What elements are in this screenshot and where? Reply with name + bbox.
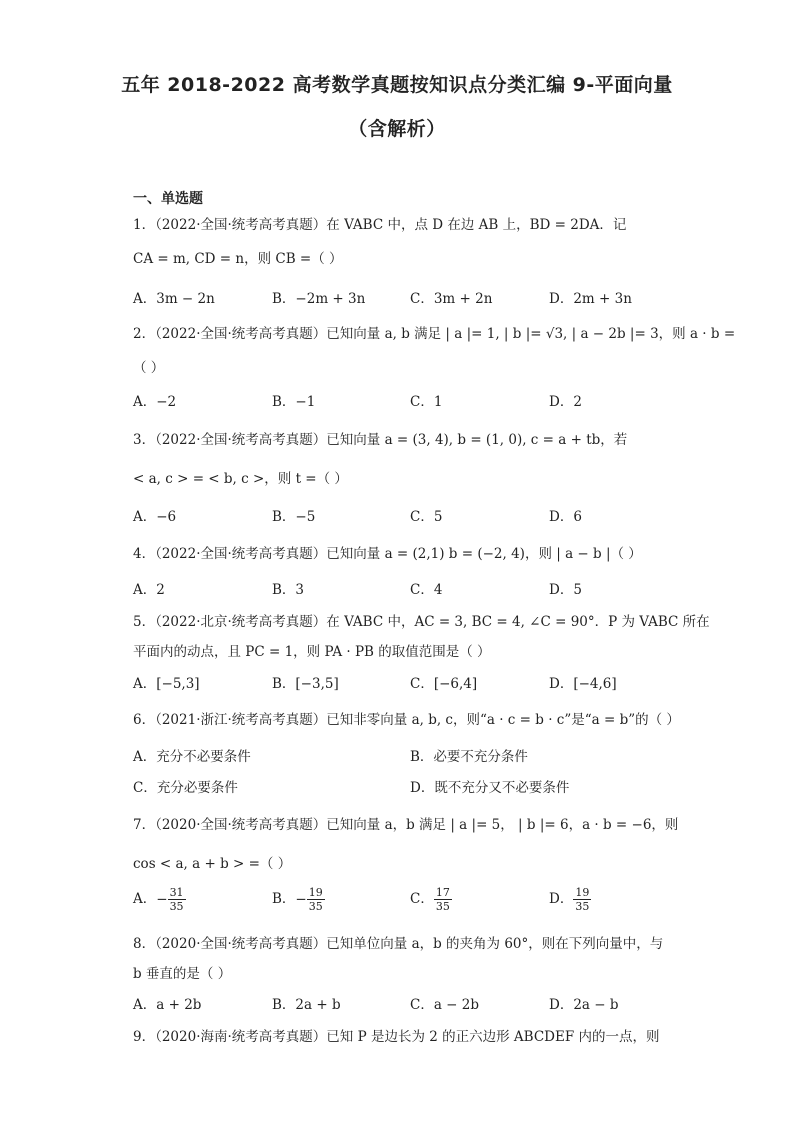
q2-option-d: D．2 <box>549 394 582 410</box>
question-1-line-1: 1．（2022·全国·统考高考真题）在 VABC 中，点 D 在边 AB 上，BD = 2DA．记 <box>133 217 627 233</box>
q4-option-b: B．3 <box>272 582 305 598</box>
question-7-line-2: cos < a, a + b > =（ ） <box>133 856 292 872</box>
q8-option-b: B．2a + b <box>272 997 341 1013</box>
q6-option-d: D．既不充分又不必要条件 <box>410 780 570 796</box>
question-8-line-2: b 垂直的是（ ） <box>133 966 232 982</box>
question-5-line-2: 平面内的动点，且 PC = 1，则 PA · PB 的取值范围是（ ） <box>133 644 491 660</box>
q5-option-a: A．[−5,3] <box>133 676 200 692</box>
question-9-line-1: 9．（2020·海南·统考高考真题）已知 P 是边长为 2 的正六边形 ABCDEF 内的一点，则 <box>133 1029 660 1045</box>
q7-option-b <box>272 886 325 913</box>
q1-option-a: A．3m − 2n <box>133 291 215 307</box>
q2-option-b: B．−1 <box>272 394 316 410</box>
document-subtitle: （含解析） <box>348 118 446 140</box>
q8-option-c: C．a − 2b <box>410 997 480 1013</box>
q2-option-a: A．−2 <box>133 394 177 410</box>
q7-option-a-numerator: 31 <box>169 886 184 899</box>
q3-option-d: D．6 <box>549 509 582 525</box>
q8-option-a: A．a + 2b <box>133 997 202 1013</box>
q7-option-c <box>410 886 452 913</box>
question-8-line-1: 8．（2020·全国·统考高考真题）已知单位向量 a，b 的夹角为 60°，则在下列向量中，与 <box>133 936 664 952</box>
q7-option-b-label: B． <box>272 891 296 907</box>
q4-option-d: D．5 <box>549 582 582 598</box>
question-1-line-2: CA = m, CD = n，则 CB =（ ） <box>133 251 343 267</box>
q5-option-c: C．[−6,4] <box>410 676 478 692</box>
q6-option-a: A．充分不必要条件 <box>133 749 251 765</box>
q3-option-c: C．5 <box>410 509 443 525</box>
q7-option-a-sign: − <box>156 891 168 908</box>
q7-option-c-numerator: 17 <box>435 886 450 899</box>
q4-option-a: A．2 <box>133 582 165 598</box>
q7-option-c-label: C． <box>410 891 434 907</box>
q7-option-a-denominator: 35 <box>169 900 184 913</box>
q6-option-c: C．充分必要条件 <box>133 780 238 796</box>
q7-option-d-denominator: 35 <box>575 900 590 913</box>
q1-option-b: B．−2m + 3n <box>272 291 366 307</box>
q2-option-c: C．1 <box>410 394 443 410</box>
q7-option-d-numerator: 19 <box>575 886 590 899</box>
q5-option-b: B．[−3,5] <box>272 676 339 692</box>
q1-option-d: D．2m + 3n <box>549 291 632 307</box>
section-heading: 一、单选题 <box>133 191 203 207</box>
q3-option-a: A．−6 <box>133 509 177 525</box>
q7-option-b-numerator: 19 <box>308 886 323 899</box>
q7-option-a <box>133 886 186 913</box>
question-7-line-1: 7．（2020·全国·统考高考真题）已知向量 a，b 满足 | a |= 5， | b |= 6，a · b = −6，则 <box>133 817 679 833</box>
question-2-line-2: （ ） <box>133 360 165 376</box>
q5-option-d: D．[−4,6] <box>549 676 617 692</box>
q7-option-c-denominator: 35 <box>435 900 450 913</box>
question-5-line-1: 5．（2022·北京·统考高考真题）在 VABC 中，AC = 3, BC = 4, ∠C = 90°．P 为 VABC 所在 <box>133 614 710 630</box>
document-title: 五年 2018-2022 高考数学真题按知识点分类汇编 9-平面向量 <box>121 74 673 96</box>
q7-option-d <box>549 886 591 913</box>
q1-option-c: C．3m + 2n <box>410 291 493 307</box>
q3-option-b: B．−5 <box>272 509 316 525</box>
question-6-line-1: 6．（2021·浙江·统考高考真题）已知非零向量 a, b, c，则“a · c = b · c”是“a = b”的（ ） <box>133 712 680 728</box>
question-2-line-1: 2．（2022·全国·统考高考真题）已知向量 a, b 满足 | a |= 1, | b |= √3, | a − 2b |= 3，则 a · b = <box>133 326 736 342</box>
q6-option-b: B．必要不充分条件 <box>410 749 528 765</box>
question-4-line-1: 4．（2022·全国·统考高考真题）已知向量 a = (2,1) b = (−2, 4)，则 | a − b |（ ） <box>133 546 642 562</box>
q4-option-c: C．4 <box>410 582 443 598</box>
question-3-line-1: 3．（2022·全国·统考高考真题）已知向量 a = (3, 4), b = (1, 0), c = a + tb，若 <box>133 432 628 448</box>
q7-option-a-label: A． <box>133 891 157 907</box>
q8-option-d: D．2a − b <box>549 997 619 1013</box>
question-3-line-2: < a, c > = < b, c >，则 t =（ ） <box>133 471 348 487</box>
q7-option-b-denominator: 35 <box>308 900 323 913</box>
q7-option-d-label: D． <box>549 891 574 907</box>
q7-option-b-sign: − <box>295 891 307 908</box>
